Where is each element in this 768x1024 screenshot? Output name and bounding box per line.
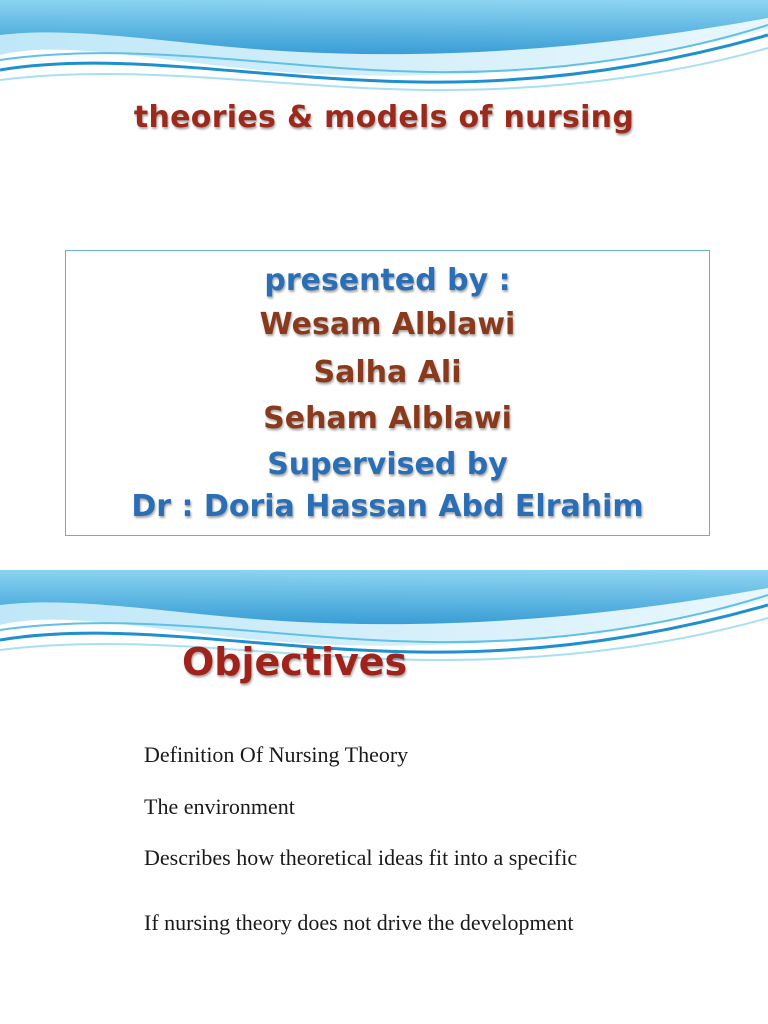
supervised-by-label: Supervised by	[267, 447, 508, 482]
list-item: If nursing theory does not drive the development	[144, 910, 574, 935]
wave-banner	[0, 0, 768, 100]
list-item: Describes how theoretical ideas fit into a specific	[144, 845, 578, 870]
supervisor-name: Dr : Doria Hassan Abd Elrahim	[131, 489, 644, 524]
presentation-title: theories & models of nursing	[133, 100, 635, 135]
presenters-box	[65, 250, 710, 536]
list-item: Definition Of Nursing Theory	[144, 742, 409, 767]
presenter-name: Salha Ali	[313, 355, 462, 390]
list-item: The environment	[144, 794, 295, 819]
objectives-title: Objectives	[182, 640, 408, 684]
presenter-name: Seham Alblawi	[263, 401, 512, 436]
presented-by-label: presented by :	[264, 263, 511, 298]
slide-2	[0, 570, 768, 1024]
presenter-name: Wesam Alblawi	[259, 307, 516, 342]
